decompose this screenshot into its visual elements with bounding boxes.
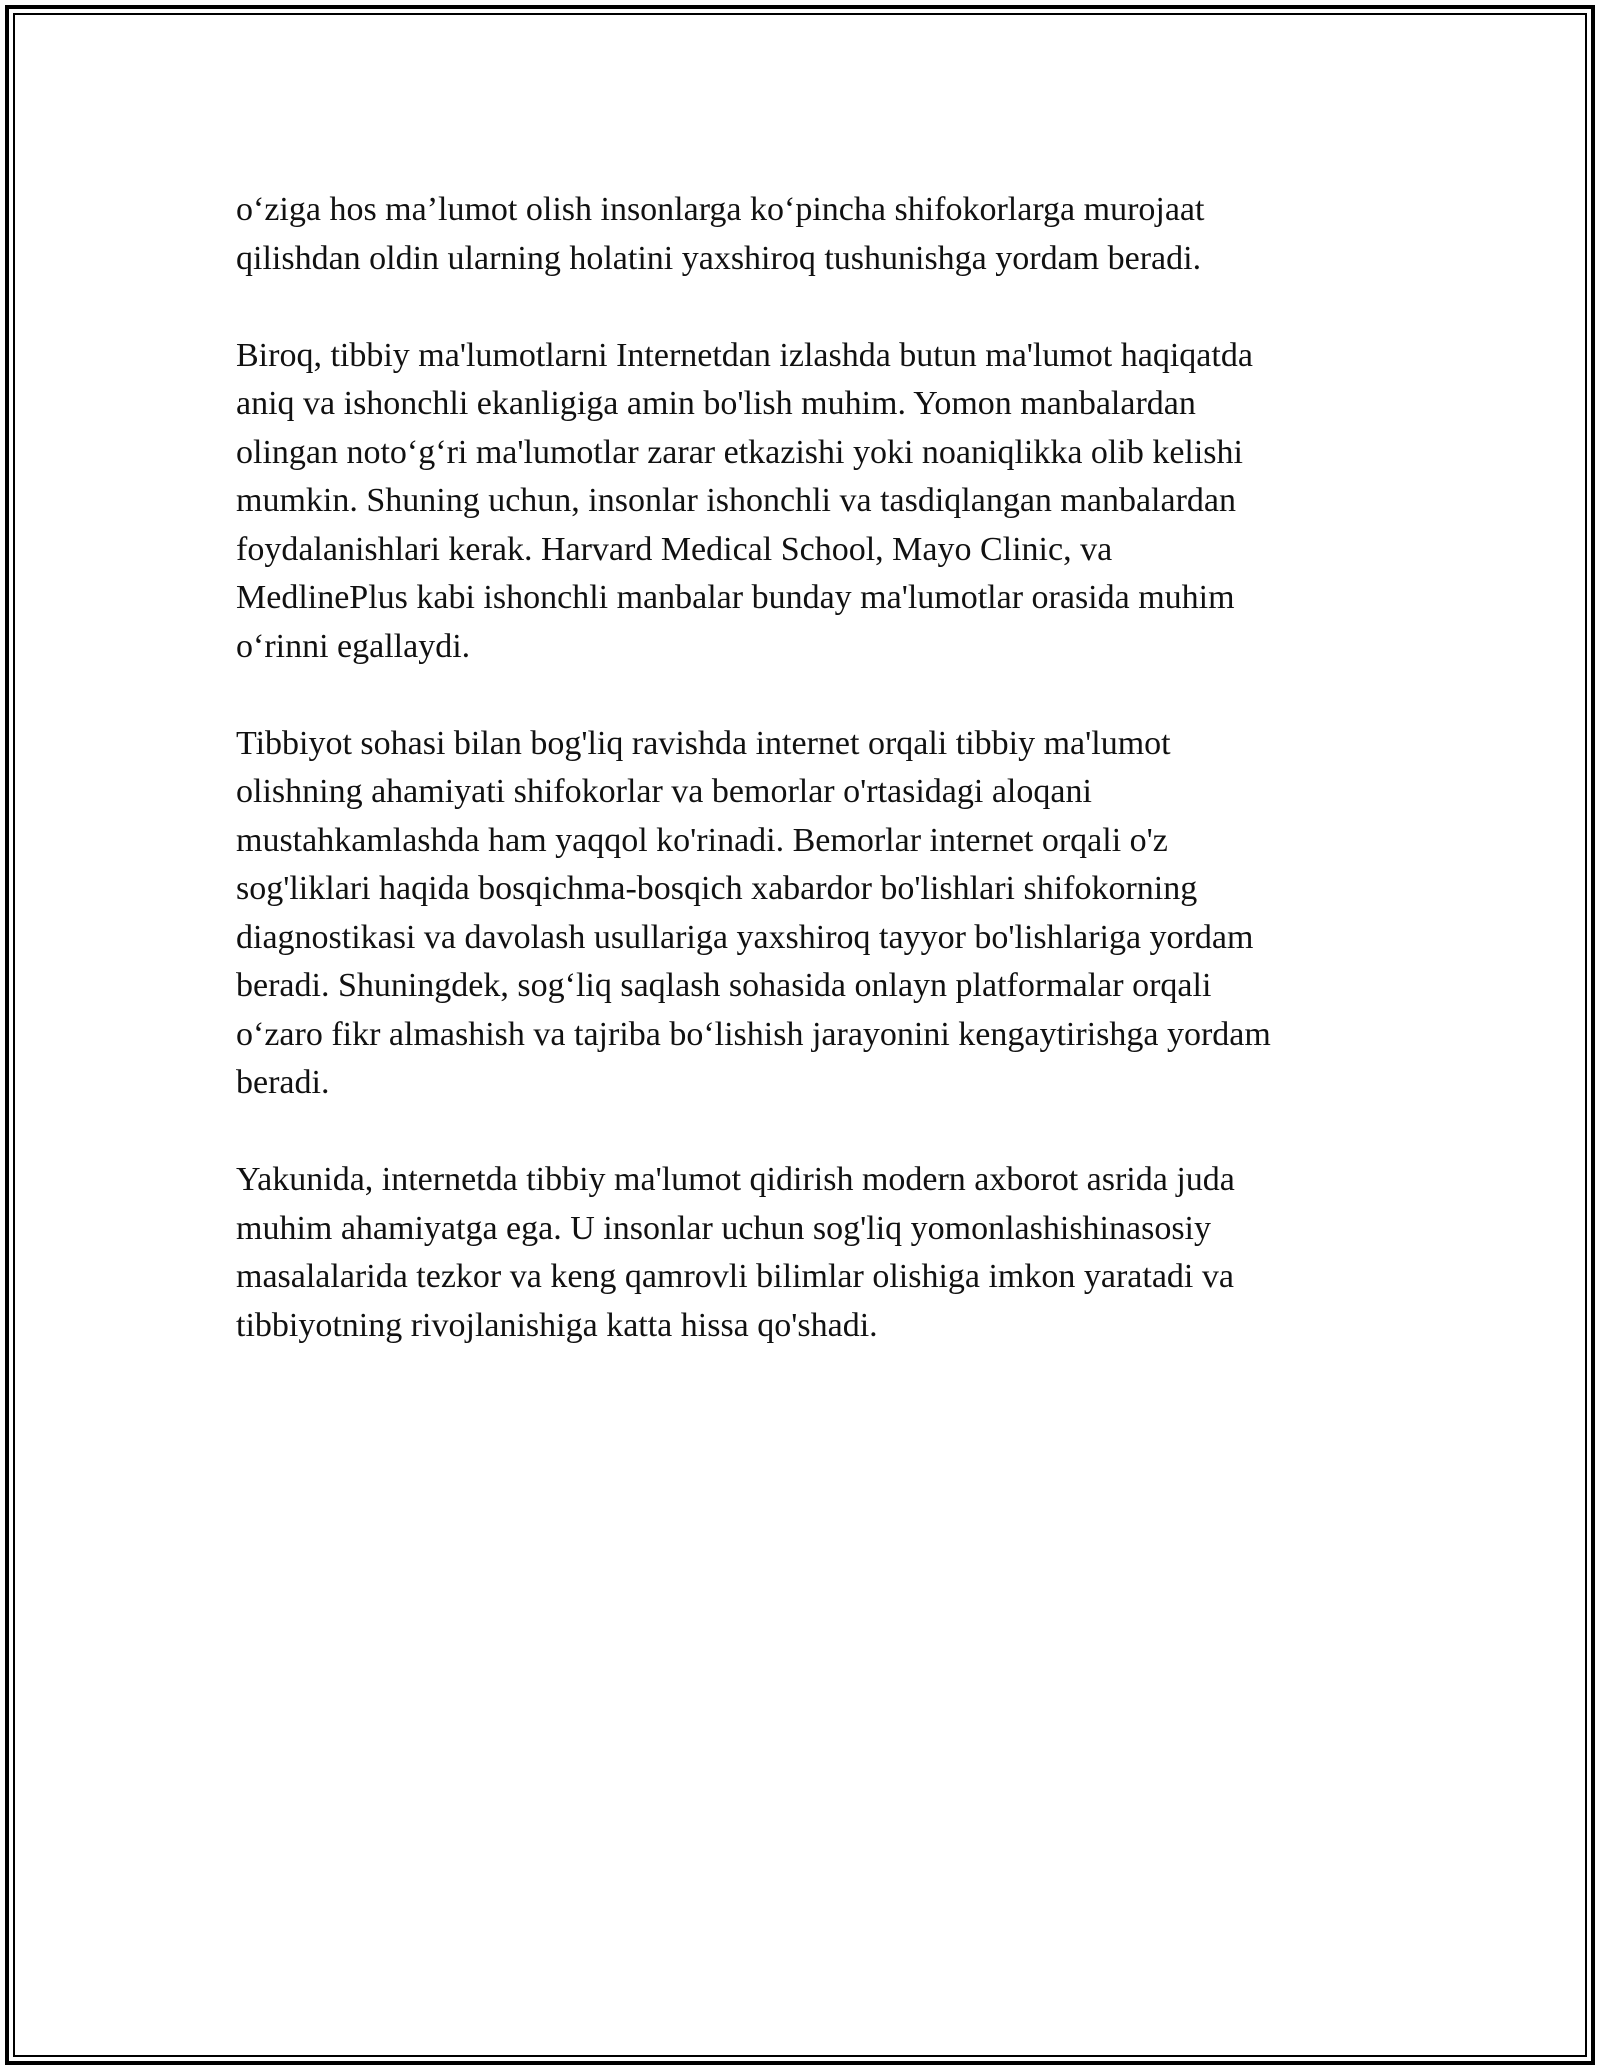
text-line: olingan noto‘g‘ri ma'lumotlar zarar etkazishi yoki noaniqlikka olib kelishi (236, 433, 1243, 471)
text-line: MedlinePlus kabi ishonchli manbalar bunday ma'lumotlar orasida muhim (236, 579, 1235, 616)
paragraph-4 (236, 1156, 1356, 1350)
text-line: Yakunida, internetda tibbiy ma'lumot qidirish modern axborot asrida juda (236, 1161, 1235, 1198)
text-line: qilishdan oldin ularning holatini yaxshiroq tushunishga yordam beradi. (236, 239, 1202, 277)
text-line: mumkin. Shuning uchun, insonlar ishonchli va tasdiqlangan manbalardan (236, 482, 1236, 519)
text-line: Biroq, tibbiy ma'lumotlarni Internetdan izlashda butun ma'lumot haqiqatda (236, 336, 1253, 374)
paragraph-2 (236, 332, 1356, 672)
text-line: tibbiyotning rivojlanishiga katta hissa qo'shadi. (236, 1306, 878, 1344)
text-line: beradi. Shuningdek, sog‘liq saqlash sohasida onlayn platformalar orqali (236, 967, 1212, 1004)
text-line: o‘ziga hos ma’lumot olish insonlarga ko‘pincha shifokorlarga murojaat (236, 191, 1205, 228)
paragraph-3 (236, 720, 1356, 1108)
paragraph-1 (236, 186, 1356, 283)
text-line: beradi. (236, 1064, 330, 1101)
text-line: masalalarida tezkor va keng qamrovli bilimlar olishiga imkon yaratadi va (236, 1258, 1234, 1295)
text-line: Tibbiyot sohasi bilan bog'liq ravishda internet orqali tibbiy ma'lumot (236, 724, 1171, 762)
text-line: aniq va ishonchli ekanligiga amin bo'lish muhim. Yomon manbalardan (236, 385, 1196, 422)
text-line: o‘zaro fikr almashish va tajriba bo‘lishish jarayonini kengaytirishga yordam (236, 1015, 1271, 1053)
text-line: diagnostikasi va davolash usullariga yaxshiroq tayyor bo'lishlariga yordam (236, 918, 1254, 956)
document-body (236, 186, 1356, 1399)
text-line: muhim ahamiyatga ega. U insonlar uchun sog'liq yomonlashishinasosiy (236, 1209, 1211, 1247)
text-line: foydalanishlari kerak. Harvard Medical School, Mayo Clinic, va (236, 530, 1113, 568)
text-line: mustahkamlashda ham yaqqol ko'rinadi. Bemorlar internet orqali o'z (236, 821, 1168, 859)
text-line: o‘rinni egallaydi. (236, 627, 471, 665)
text-line: sog'liklari haqida bosqichma-bosqich xabardor bo'lishlari shifokorning (236, 870, 1198, 907)
text-line: olishning ahamiyati shifokorlar va bemorlar o'rtasidagi aloqani (236, 773, 1092, 810)
